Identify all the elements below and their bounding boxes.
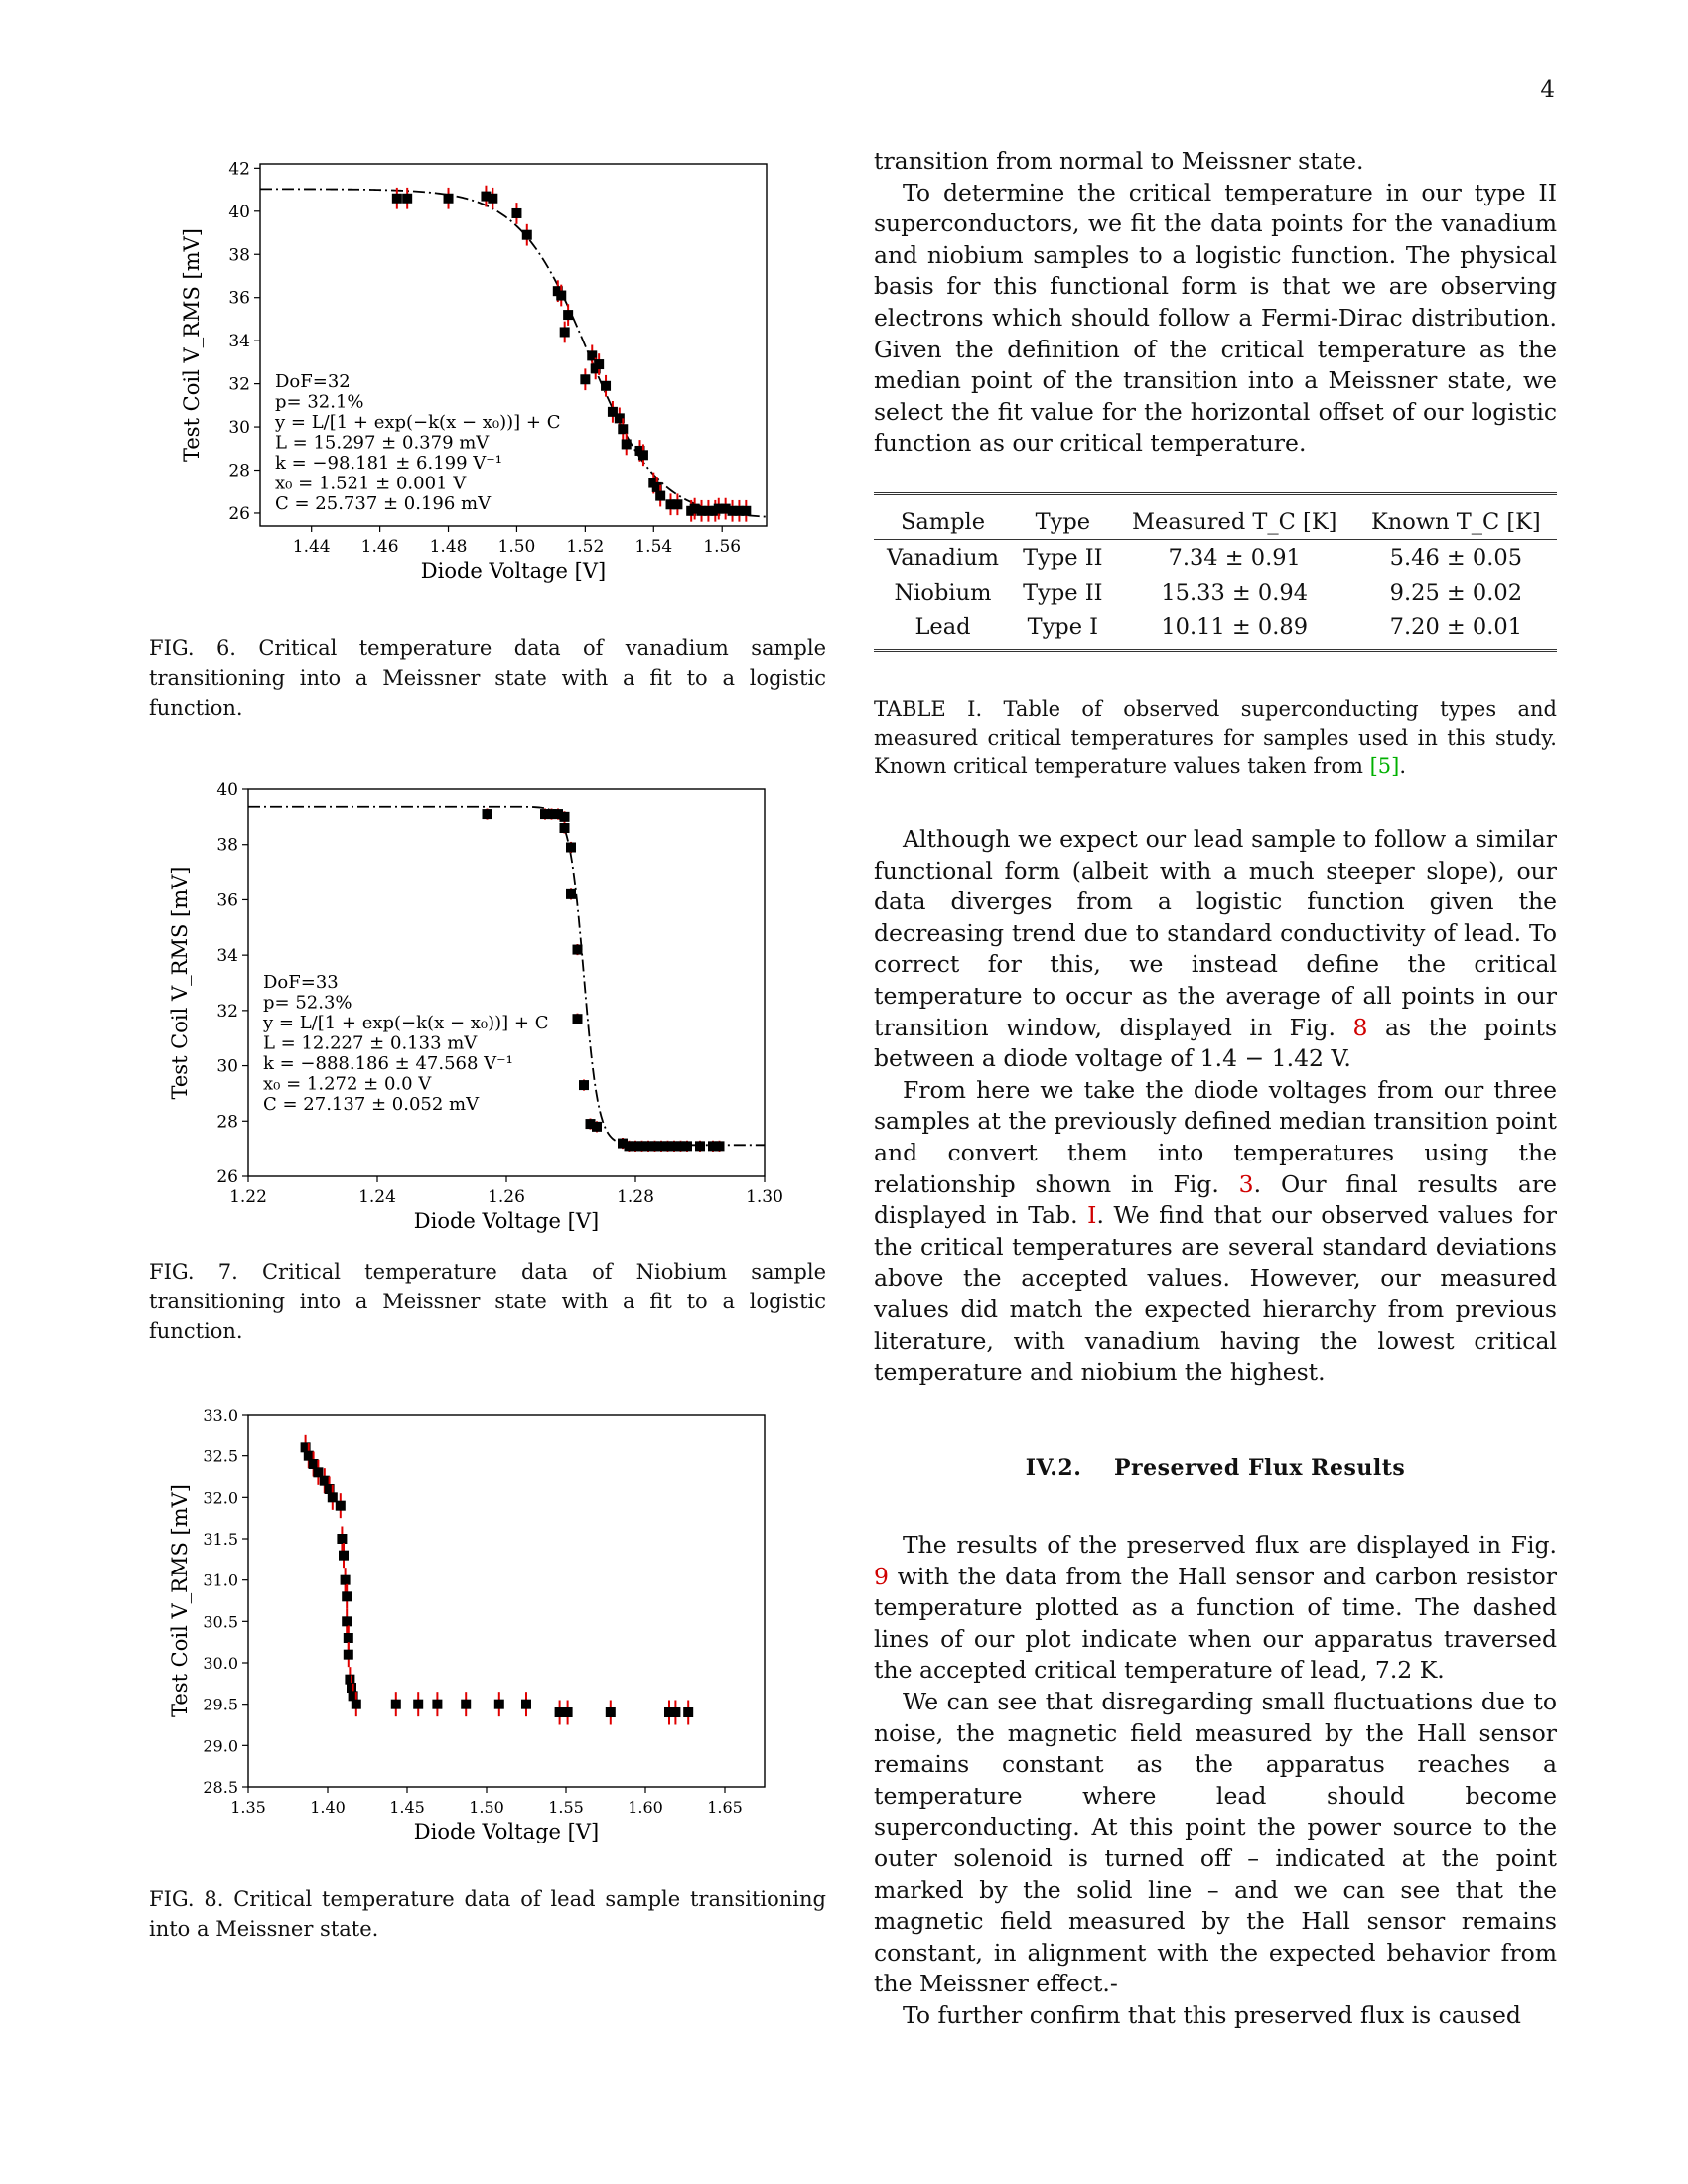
- y-tick-label: 32: [216, 1001, 238, 1022]
- marker: [461, 1700, 471, 1709]
- marker: [655, 491, 665, 501]
- marker: [573, 1014, 583, 1024]
- y-tick-label: 31.5: [203, 1530, 238, 1549]
- marker: [592, 1122, 602, 1132]
- marker: [601, 381, 611, 391]
- figure-6-chart: [149, 149, 804, 606]
- marker: [580, 374, 590, 384]
- text-run: . We find that our observed values for the critical temperatures are several standard deviations above the accepted values. However, our measured values did match the expected hierarchy from previous literature, with vanadium having the lowest critical temperature and niobium the highest.: [874, 1201, 1557, 1387]
- table-cell: Lead: [874, 610, 1012, 651]
- table-cell: 7.20 ± 0.01: [1355, 610, 1557, 651]
- fit-parameter: C = 25.737 ± 0.196 mV: [275, 493, 492, 514]
- marker: [352, 1700, 361, 1709]
- x-tick-label: 1.45: [389, 1798, 425, 1817]
- figure-8: [149, 1400, 804, 1856]
- y-tick-label: 30.5: [203, 1612, 238, 1632]
- figure-link[interactable]: 3: [1238, 1169, 1254, 1198]
- marker: [579, 1080, 589, 1090]
- results-text: [874, 824, 1557, 1389]
- data-point: [741, 500, 751, 522]
- figure-link[interactable]: 8: [1352, 1013, 1368, 1041]
- table-caption-text: TABLE I. Table of observed superconducting types and measured critical temperatures for samples used in this study. Known critical temperature values taken from: [874, 697, 1557, 778]
- x-axis-label: Diode Voltage [V]: [413, 1209, 600, 1233]
- figure-7-chart: [149, 774, 804, 1231]
- x-tick-label: 1.35: [230, 1798, 266, 1817]
- marker: [488, 194, 497, 204]
- marker: [695, 1141, 705, 1151]
- table-header: Known T_C [K]: [1355, 494, 1557, 540]
- table-cell: 15.33 ± 0.94: [1161, 579, 1309, 606]
- y-tick-label: 40: [216, 780, 238, 800]
- intro-text: [874, 146, 1557, 460]
- data-point: [670, 1701, 680, 1725]
- marker: [344, 1650, 353, 1660]
- data-point: [683, 1701, 693, 1725]
- table-cell: 5.46 ± 0.05: [1389, 544, 1523, 571]
- marker: [566, 889, 576, 899]
- data-point: [337, 1527, 347, 1552]
- marker: [392, 194, 402, 204]
- marker: [563, 1707, 573, 1717]
- y-tick-label: 32.5: [203, 1446, 238, 1466]
- data-point: [511, 203, 521, 224]
- y-tick-label: 36: [228, 288, 250, 309]
- y-tick-label: 42: [228, 159, 250, 180]
- marker: [594, 359, 604, 369]
- data-point: [483, 809, 492, 820]
- marker: [337, 1534, 347, 1544]
- page-number: 4: [1540, 77, 1555, 103]
- marker: [342, 1591, 352, 1601]
- fit-parameter: p= 52.3%: [263, 992, 352, 1014]
- x-tick-label: 1.40: [310, 1798, 346, 1817]
- figure-6-caption: FIG. 6. Critical temperature data of vanadium sample transitioning into a Meissner state with a fit to a logistic function.: [149, 636, 826, 720]
- data-point: [560, 811, 570, 822]
- table-header: Measured T_C [K]: [1114, 494, 1355, 540]
- flux-text: [874, 1530, 1557, 2032]
- text-run: From here we take the diode voltages from our three samples at the previously defined median transition point and convert them into temperatures using the relationship shown in Fig.: [874, 1075, 1557, 1198]
- table-cell: Type I: [1012, 610, 1114, 651]
- fit-parameter: DoF=33: [263, 972, 339, 993]
- y-tick-label: 33.0: [203, 1406, 238, 1425]
- y-tick-label: 30.0: [203, 1654, 238, 1673]
- table-header-row: [874, 494, 1557, 540]
- y-tick-label: 32.0: [203, 1488, 238, 1508]
- fit-parameter: L = 15.297 ± 0.379 mV: [275, 432, 490, 454]
- paragraph: transition from normal to Meissner state.: [874, 147, 1364, 175]
- data-point: [494, 1692, 504, 1716]
- data-point: [573, 1014, 583, 1024]
- paragraph: We can see that disregarding small fluctuations due to noise, the magnetic field measured by the Hall sensor remains constant as the apparatus reaches a temperature where lead should become superconducting. At this point the power source to the outer solenoid is turned off – indicated at the point marked by the solid line – and we can see that the magnetic field measured by the Hall sensor remains constant, in alignment with the expected behavior from the Meissner effect.-: [874, 1687, 1557, 1998]
- y-axis-label: Test Coil V_RMS [mV]: [180, 227, 204, 463]
- marker: [483, 809, 492, 819]
- x-tick-label: 1.30: [746, 1187, 783, 1207]
- x-tick-label: 1.46: [360, 537, 399, 557]
- x-tick-label: 1.26: [488, 1187, 525, 1207]
- table-cell: 10.11 ± 0.89: [1114, 610, 1355, 651]
- marker: [413, 1700, 423, 1709]
- paragraph: To determine the critical temperature in our type II superconductors, we fit the data points for the vanadium and niobium samples to a logistic function. The physical basis for this functional form is that we are observing electrons which should follow a Fermi-Dirac distribution. Given the definition of the critical temperature as the median point of the transition into a Meissner state, we select the fit value for the horizontal offset of our logistic function as our critical temperature.: [874, 178, 1557, 458]
- y-tick-label: 34: [228, 332, 250, 352]
- marker: [560, 327, 570, 337]
- x-axis-label: Diode Voltage [V]: [420, 559, 607, 583]
- marker: [432, 1700, 442, 1709]
- y-axis-label: Test Coil V_RMS [mV]: [168, 1483, 192, 1718]
- data-point: [592, 1121, 602, 1132]
- marker: [402, 194, 412, 204]
- x-tick-label: 1.65: [707, 1798, 743, 1817]
- x-tick-label: 1.52: [566, 537, 605, 557]
- section-heading: IV.2. Preserved Flux Results: [1025, 1455, 1406, 1481]
- table-header: Sample: [874, 494, 1012, 540]
- data-point: [461, 1692, 471, 1716]
- fit-parameter: x₀ = 1.272 ± 0.0 V: [263, 1073, 432, 1095]
- y-tick-label: 26: [228, 503, 250, 524]
- table-caption: [874, 695, 1557, 781]
- marker: [683, 1707, 693, 1717]
- plot-frame: [248, 1415, 765, 1787]
- figure-7: [149, 774, 804, 1231]
- marker: [715, 1141, 725, 1151]
- marker: [521, 1700, 531, 1709]
- data-point: [341, 1568, 351, 1592]
- y-tick-label: 34: [216, 946, 238, 967]
- data-point: [566, 842, 576, 853]
- marker: [339, 1551, 349, 1561]
- y-tick-label: 28.5: [203, 1778, 238, 1797]
- y-tick-label: 32: [228, 374, 250, 395]
- fit-parameter: y = L/[1 + exp(−k(x − x₀))] + C: [275, 412, 561, 433]
- text-run: The results of the preserved flux are displayed in Fig.: [903, 1531, 1557, 1559]
- fit-parameter: L = 12.227 ± 0.133 mV: [263, 1032, 478, 1054]
- data-point: [521, 1692, 531, 1716]
- marker: [560, 823, 570, 833]
- y-tick-label: 40: [228, 202, 250, 222]
- y-tick-label: 26: [216, 1167, 238, 1187]
- y-tick-label: 38: [228, 245, 250, 266]
- data-point: [715, 1141, 725, 1152]
- data-point: [573, 944, 583, 955]
- fit-parameter: p= 32.1%: [275, 391, 364, 413]
- data-point: [342, 1609, 352, 1634]
- data-point: [339, 1543, 349, 1568]
- fit-parameter: k = −98.181 ± 6.199 V⁻¹: [275, 453, 502, 474]
- table-header: Type: [1012, 494, 1114, 540]
- y-tick-label: 28: [216, 1112, 238, 1133]
- data-point: [560, 822, 570, 833]
- figure-8-caption: FIG. 8. Critical temperature data of lead sample transitioning into a Meissner state.: [149, 1887, 826, 1941]
- table-row: [874, 540, 1557, 576]
- table-cell: 7.34 ± 0.91: [1168, 544, 1301, 571]
- marker: [670, 1707, 680, 1717]
- data-point: [606, 1701, 616, 1725]
- text-run: with the data from the Hall sensor and carbon resistor temperature plotted as a function of time. The dashed lines of our plot indicate when our apparatus traversed the accepted critical temperature of lead, 7.2 K.: [874, 1562, 1557, 1685]
- marker: [741, 506, 751, 516]
- marker: [622, 439, 632, 449]
- marker: [563, 310, 573, 320]
- table-cell: Type II: [1023, 579, 1103, 606]
- fit-parameter: DoF=32: [275, 371, 351, 392]
- marker: [560, 812, 570, 822]
- marker: [511, 208, 521, 218]
- data-point: [391, 1692, 401, 1716]
- marker: [342, 1616, 352, 1626]
- marker: [336, 1501, 346, 1511]
- table-cell: Type II: [1023, 544, 1103, 571]
- x-axis-label: Diode Voltage [V]: [413, 1820, 600, 1843]
- data-point: [342, 1584, 352, 1609]
- paragraph: [874, 1075, 1557, 1389]
- paragraph: To further confirm that this preserved flux is caused: [903, 2000, 1521, 2029]
- marker: [672, 499, 682, 509]
- marker: [682, 1141, 692, 1151]
- figure-link[interactable]: 9: [874, 1562, 889, 1590]
- figure-6: [149, 149, 804, 606]
- y-tick-label: 30: [228, 418, 250, 439]
- marker: [391, 1700, 401, 1709]
- y-tick-label: 29.5: [203, 1695, 238, 1714]
- data-point: [695, 1141, 705, 1152]
- critical-temperature-table: [874, 492, 1557, 652]
- y-tick-label: 31.0: [203, 1570, 238, 1590]
- data-point: [444, 188, 454, 209]
- data-point: [402, 188, 412, 209]
- marker: [573, 945, 583, 955]
- fit-parameter: k = −888.186 ± 47.568 V⁻¹: [263, 1053, 513, 1074]
- marker: [556, 291, 566, 301]
- x-tick-label: 1.54: [634, 537, 673, 557]
- marker: [522, 230, 532, 240]
- x-tick-label: 1.24: [358, 1187, 396, 1207]
- table-row: [874, 610, 1557, 651]
- y-tick-label: 28: [228, 461, 250, 481]
- marker: [606, 1707, 616, 1717]
- marker: [494, 1700, 504, 1709]
- fit-parameter: C = 27.137 ± 0.052 mV: [263, 1094, 480, 1115]
- data-point: [413, 1692, 423, 1716]
- figure-8-chart: [149, 1400, 804, 1856]
- data-point: [672, 493, 682, 515]
- x-tick-label: 1.50: [469, 1798, 504, 1817]
- text-run: Although we expect our lead sample to follow a similar functional form (albeit with a much steeper slope), our data diverges from a logistic function given the decreasing trend due to standard conductivity of lead. To correct for this, we instead define the critical temperature to occur as the average of all points in our transition window, displayed in Fig.: [874, 825, 1557, 1041]
- y-tick-label: 36: [216, 890, 238, 911]
- marker: [566, 843, 576, 853]
- text-run: as the points between a diode voltage of 1.4 − 1.42 V.: [874, 1013, 1557, 1073]
- table-cell: Vanadium: [887, 544, 999, 571]
- data-point: [580, 368, 590, 390]
- text-run: . Our final results are displayed in Tab.: [874, 1169, 1557, 1230]
- fit-parameter: x₀ = 1.521 ± 0.001 V: [275, 473, 467, 494]
- data-point: [566, 888, 576, 899]
- marker: [444, 194, 454, 204]
- data-point: [488, 188, 497, 209]
- paragraph: [874, 1530, 1557, 1687]
- x-tick-label: 1.28: [617, 1187, 654, 1207]
- x-tick-label: 1.56: [703, 537, 742, 557]
- x-tick-label: 1.22: [229, 1187, 267, 1207]
- y-tick-label: 38: [216, 835, 238, 856]
- marker: [618, 424, 628, 434]
- data-point: [579, 1080, 589, 1091]
- y-tick-label: 29.0: [203, 1736, 238, 1756]
- table-cell: 9.25 ± 0.02: [1389, 579, 1523, 606]
- paragraph: [874, 824, 1557, 1075]
- x-tick-label: 1.50: [497, 537, 536, 557]
- table-row: [874, 575, 1557, 610]
- table-cell: Niobium: [894, 579, 992, 606]
- x-tick-label: 1.48: [429, 537, 468, 557]
- y-tick-label: 30: [216, 1056, 238, 1077]
- data-point: [432, 1692, 442, 1716]
- citation-link[interactable]: [5]: [1369, 754, 1400, 778]
- y-axis-label: Test Coil V_RMS [mV]: [168, 866, 192, 1100]
- x-tick-label: 1.55: [548, 1798, 584, 1817]
- figure-7-caption: FIG. 7. Critical temperature data of Niobium sample transitioning into a Meissner state with a fit to a logistic function.: [149, 1260, 826, 1343]
- data-point: [601, 375, 611, 397]
- marker: [638, 450, 648, 460]
- marker: [344, 1633, 353, 1643]
- data-point: [344, 1642, 353, 1667]
- x-tick-label: 1.44: [292, 537, 331, 557]
- data-point: [682, 1141, 692, 1152]
- marker: [341, 1575, 351, 1585]
- table-caption-end: .: [1399, 754, 1406, 778]
- x-tick-label: 1.60: [628, 1798, 663, 1817]
- data-point: [563, 1701, 573, 1725]
- fit-parameter: y = L/[1 + exp(−k(x − x₀))] + C: [263, 1013, 549, 1033]
- table-link[interactable]: I: [1087, 1201, 1097, 1230]
